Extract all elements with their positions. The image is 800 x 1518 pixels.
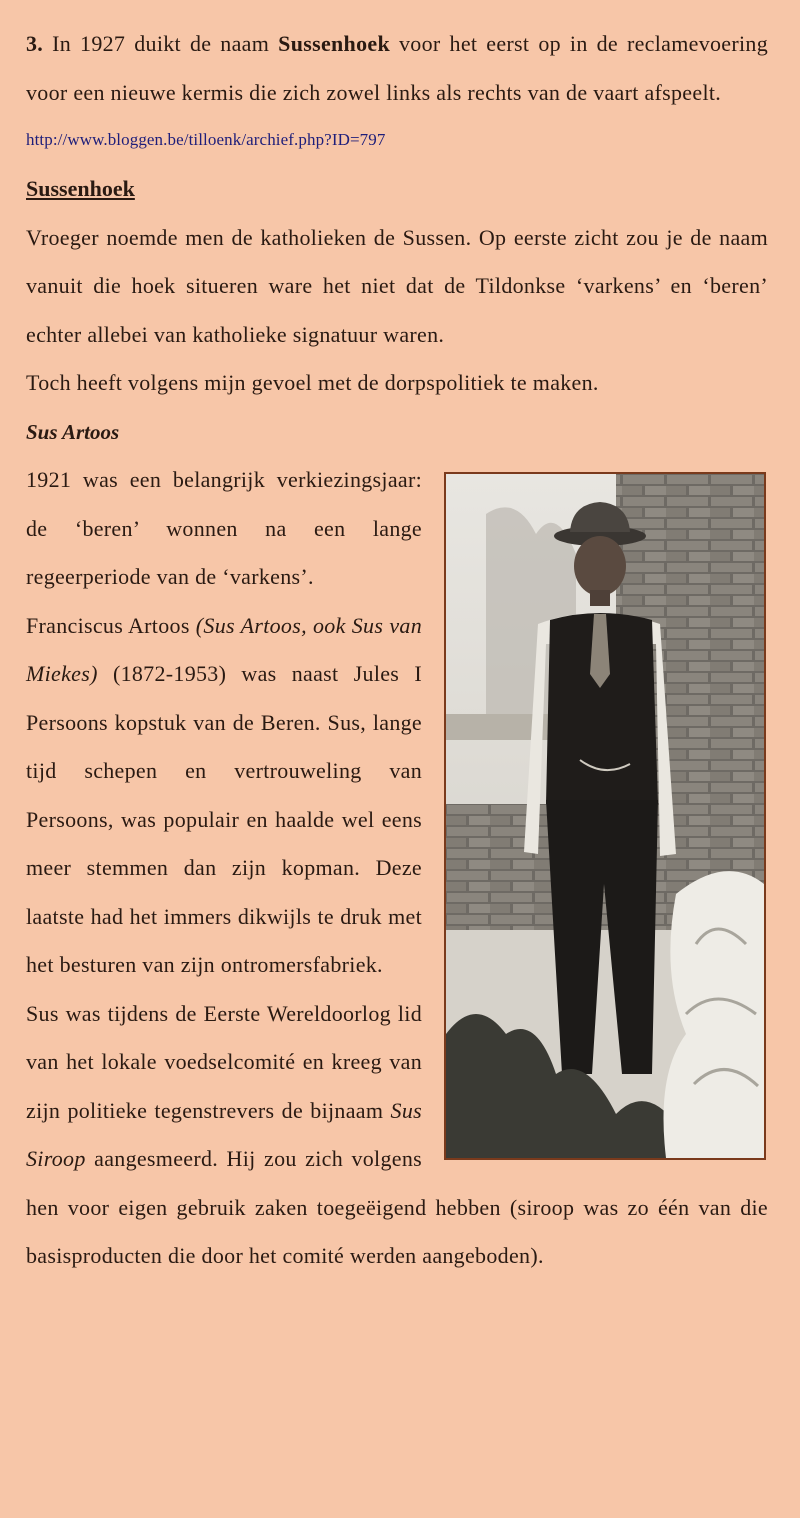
- sussenhoek-paragraph-1: Vroeger noemde men de katholieken de Sussen. Op eerste zicht zou je de naam vanuit die hoek situeren ware het niet dat de Tildonkse ‘varkens’ en ‘beren’ echter allebei van katholieke signatuur waren.: [26, 224, 768, 347]
- section-3-paragraph: [26, 20, 768, 117]
- paragraph-2-start: Franciscus Artoos: [26, 612, 196, 638]
- sussenhoek-paragraph-2: Toch heeft volgens mijn gevoel met de dorpspolitiek te maken.: [26, 370, 599, 395]
- paragraph-3-end: aangesmeerd. Hij zou zich volgens hen voor eigen gebruik zaken toegeëigend hebben (siroop was zo één van die basisproducten die door het comité werden aangeboden).: [26, 1146, 768, 1268]
- sus-artoos-photo: [444, 472, 766, 1160]
- sus-artoos-paragraph-1: 1921 was een belangrijk verkiezingsjaar: de ‘beren’ wonnen na een lange regeerperiode van de ‘varkens’.: [26, 467, 422, 589]
- source-link[interactable]: http://www.bloggen.be/tilloenk/archief.php?ID=797: [26, 130, 386, 149]
- document-page: [26, 20, 768, 1281]
- sussenhoek-heading: Sussenhoek: [26, 176, 135, 201]
- section-3-text-after: voor het eerst op in de reclamevoering voor een nieuwe kermis die zich zowel links als rechts van de vaart afspeelt.: [26, 31, 769, 105]
- portrait-image: [446, 474, 764, 1158]
- sus-artoos-heading: Sus Artoos: [26, 419, 120, 444]
- section-number: 3.: [26, 31, 44, 56]
- sus-artoos-section: [26, 456, 768, 1281]
- paragraph-3-start: Sus was tijdens de Eerste Wereldoorlog lid van het lokale voedselcomité en kreeg van zijn politieke tegenstrevers de bijnaam: [26, 1000, 422, 1123]
- sussenhoek-bold-name: Sussenhoek: [278, 31, 390, 56]
- sus-siroop-italic: Sus Siroop: [26, 1097, 422, 1171]
- section-3-text-before: In 1927 duikt de naam: [43, 31, 279, 56]
- paragraph-2-end: (1872-1953) was naast Jules I Persoons kopstuk van de Beren. Sus, lange tijd schepen en vertrouweling van Persoons, was populair en haalde wel eens meer stemmen dan zijn kopman. Deze laatste had het immers dikwijls te druk met het besturen van zijn ontromersfabriek.: [26, 661, 422, 977]
- nickname-italic: (Sus Artoos, ook Sus van Miekes): [26, 612, 422, 686]
